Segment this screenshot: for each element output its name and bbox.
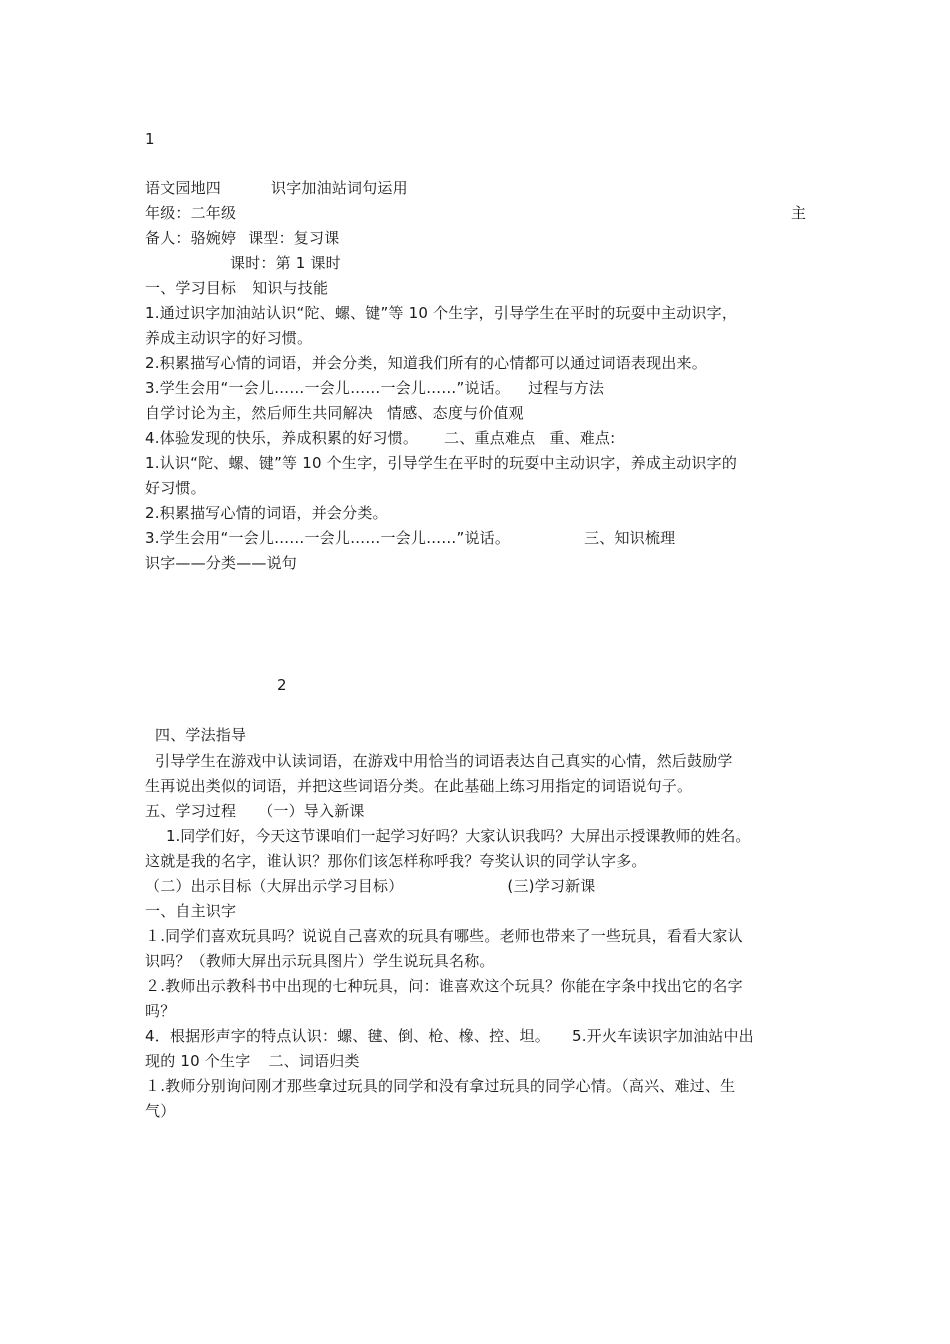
key-2: 2.积累描写心情的词语，并会分类。	[145, 504, 388, 522]
lesson-type: 课型：复习课	[248, 229, 340, 247]
preparer: 备人：骆婉婷	[145, 229, 237, 247]
page-number: 1	[145, 130, 155, 148]
section-4-heading: 四、学法指导	[155, 726, 247, 744]
q5-text: 5.开火车读识字加油站中出	[571, 1027, 754, 1045]
section-5-title: 五、学习过程	[145, 802, 237, 820]
zhu-char: 主	[791, 204, 807, 222]
section-2-sub: 重、难点:	[549, 429, 616, 447]
intro-b: 这就是我的名字，谁认识？那你们该怎样称呼我？夸奖认识的同学认字多。	[145, 852, 647, 870]
method-text: 自学讨论为主，然后师生共同解决	[145, 404, 374, 422]
w1-a: １.教师分别询问刚才那些拿过玩具的同学和没有拿过玩具的同学心情。（高兴、难过、生	[145, 1077, 736, 1095]
w1-b: 气）	[145, 1102, 176, 1120]
q2-a: ２.教师出示教科书中出现的七种玩具，问：谁喜欢这个玩具？你能在字条中找出它的名字	[145, 977, 743, 995]
key-3-text: 3.学生会用“一会儿……一会儿……一会儿……”说话。	[145, 529, 511, 547]
section-2-title: 二、重点难点	[444, 429, 536, 447]
page-number: 2	[277, 676, 287, 694]
part-2-heading: 二、词语归类	[268, 1052, 360, 1070]
q4-text: 4．根据形声字的特点认识：螺、毽、倒、枪、橡、控、坦。	[145, 1027, 550, 1045]
goal-1a: 1.通过识字加油站认识“陀、螺、键”等 10 个生字，引导学生在平时的玩耍中主动识字，	[145, 304, 738, 322]
goal-2: 2.积累描写心情的词语，并会分类，知道我们所有的心情都可以通过词语表现出来。	[145, 354, 707, 372]
title-right: 识字加油站词句运用	[271, 179, 408, 197]
guide-a: 引导学生在游戏中认读词语，在游戏中用恰当的词语表达自己真实的心情，然后鼓励学	[155, 752, 733, 770]
method-tail: 情感、态度与价值观	[387, 404, 524, 422]
section-1-heading	[145, 276, 328, 300]
step-2: （二）出示目标（大屏出示学习目标）	[145, 877, 404, 895]
section-1-sub: 知识与技能	[252, 279, 329, 297]
goal-4	[145, 426, 615, 450]
part-1-heading: 一、自主识字	[145, 902, 237, 920]
section-1-title: 一、学习目标	[145, 279, 237, 297]
goal-1b: 养成主动识字的好习惯。	[145, 329, 313, 347]
title-line	[145, 176, 408, 200]
section-5-sub: （一）导入新课	[258, 802, 365, 820]
goal-4-text: 4.体验发现的快乐，养成积累的好习惯。	[145, 429, 419, 447]
q4-line	[145, 1024, 754, 1048]
flow-line: 识字——分类——说句	[145, 554, 298, 572]
intro-a: 1.同学们好，今天这节课咱们一起学习好吗？大家认识我吗？大屏出示授课教师的姓名。	[166, 827, 751, 845]
key-3	[145, 526, 675, 550]
key-1a: 1.认识“陀、螺、键”等 10 个生字，引导学生在平时的玩耍中主动识字，养成主动识字的	[145, 454, 738, 472]
section-3-title: 三、知识梳理	[584, 529, 676, 547]
preparer-line	[145, 226, 339, 250]
goal-3-tail: 过程与方法	[528, 379, 605, 397]
title-left: 语文园地四	[145, 179, 222, 197]
guide-b: 生再说出类似的词语，并把这些词语分类。在此基础上练习用指定的词语说句子。	[145, 777, 693, 795]
steps-line	[145, 874, 596, 898]
section-5-heading	[145, 799, 365, 823]
q5-text-b: 现的 10 个生字	[145, 1052, 251, 1070]
goal-3	[145, 376, 604, 400]
q2-b: 吗？	[145, 1002, 176, 1020]
period: 课时：第 1 课时	[230, 254, 341, 272]
step-3: (三)学习新课	[507, 877, 596, 895]
grade-line: 年级：二年级	[145, 204, 237, 222]
q1-a: １.同学们喜欢玩具吗？说说自己喜欢的玩具有哪些。老师也带来了一些玩具，看看大家认	[145, 927, 743, 945]
q1-b: 识吗？（教师大屏出示玩具图片）学生说玩具名称。	[145, 952, 495, 970]
goal-3-text: 3.学生会用“一会儿……一会儿……一会儿……”说话。	[145, 379, 511, 397]
key-1b: 好习惯。	[145, 479, 206, 497]
method-line	[145, 401, 524, 425]
q5-line	[145, 1049, 360, 1073]
